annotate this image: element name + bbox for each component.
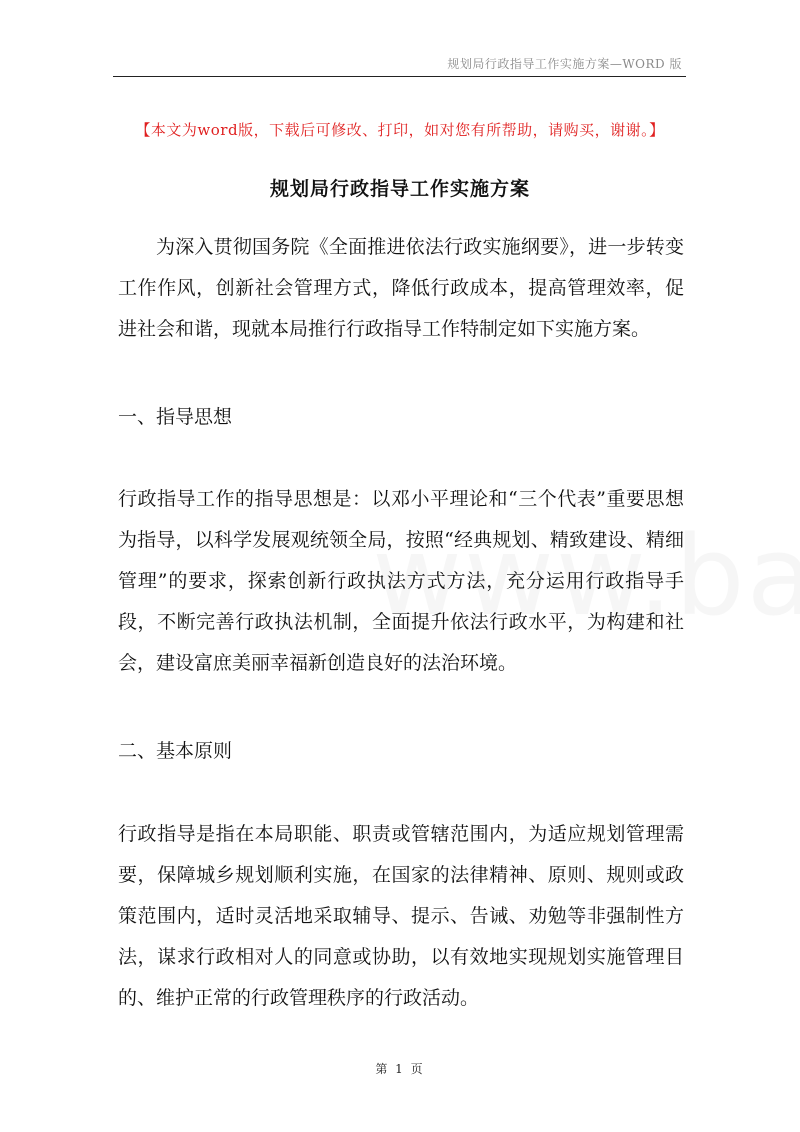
intro-paragraph: 为深入贯彻国务院《全面推进依法行政实施纲要》，进一步转变工作作风，创新社会管理方式，降低行政成本，提高管理效率，促进社会和谐，现就本局推行行政指导工作特制定如下实施方案。 (118, 236, 684, 340)
page-number: 第 1 页 (375, 1062, 425, 1076)
header-running-title: 规划局行政指导工作实施方案—WORD 版 (447, 57, 682, 71)
purchase-notice: 【本文为word版，下载后可修改、打印，如对您有所帮助，请购买，谢谢。】 (135, 121, 665, 139)
section-heading-guiding-thought: 一、指导思想 (118, 406, 233, 428)
document-title: 规划局行政指导工作实施方案 (269, 178, 530, 200)
section-body-basic-principles: 行政指导是指在本局职能、职责或管辖范围内，为适应规划管理需要，保障城乡规划顺利实施，在国家的法律精神、原则、规则或政策范围内，适时灵活地采取辅导、提示、告诫、劝勉等非强制性方法，谋求行政相对人的同意或协助，以有效地实现规划实施管理目的、维护正常的行政管理秩序的行政活动。 (118, 823, 684, 1009)
section-heading-basic-principles: 二、基本原则 (118, 740, 233, 762)
header-rule (113, 76, 686, 77)
section-body-guiding-thought: 行政指导工作的指导思想是：以邓小平理论和“三个代表”重要思想为指导，以科学发展观统领全局，按照“经典规划、精致建设、精细管理”的要求，探索创新行政执法方式方法，充分运用行政指导手段，不断完善行政执法机制，全面提升依法行政水平，为构建和社会，建设富庶美丽幸福新创造良好的法治环境。 (118, 488, 684, 674)
